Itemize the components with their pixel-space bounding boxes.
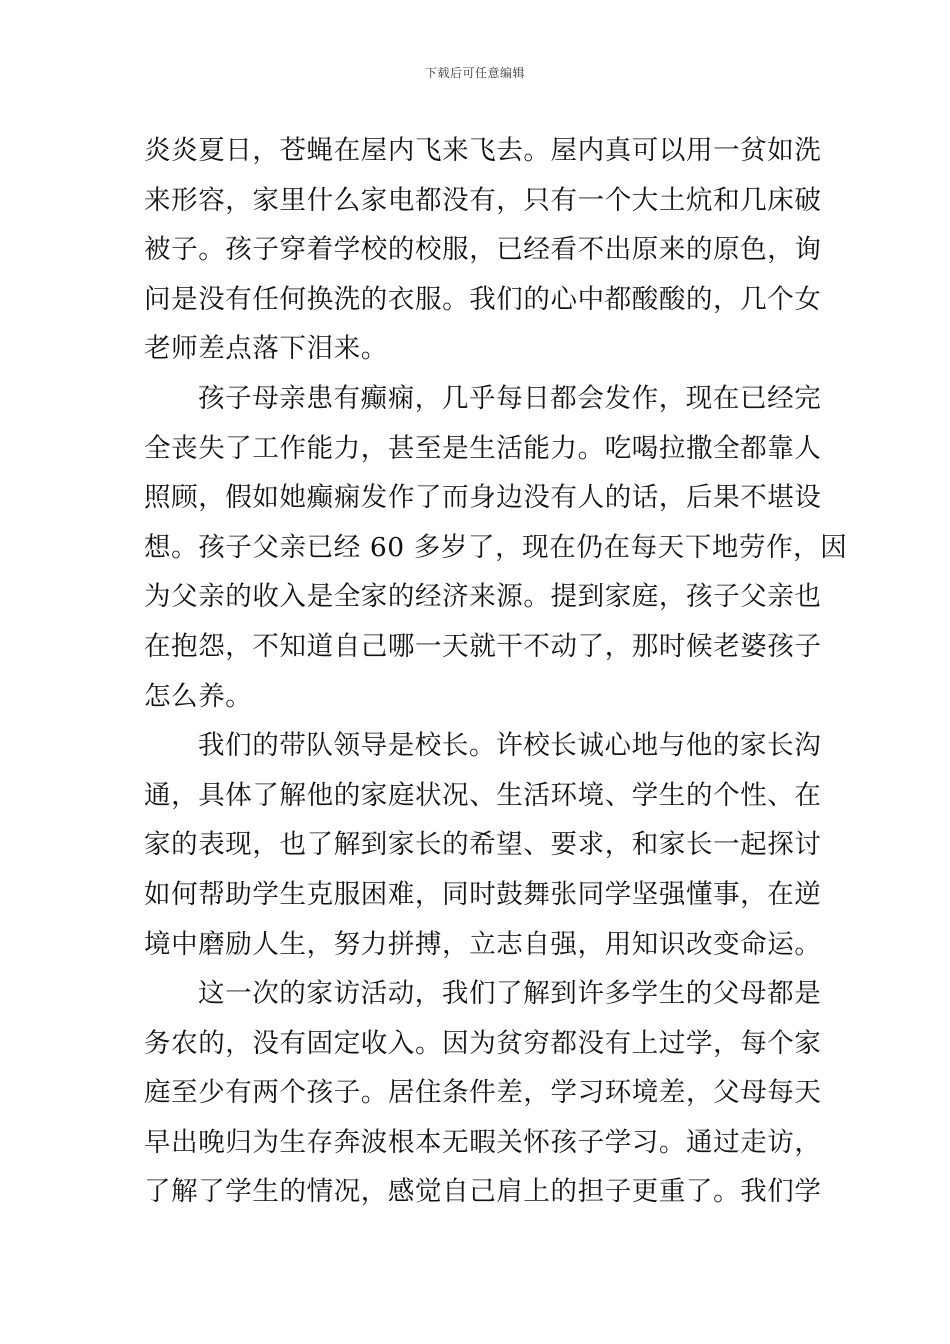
- text-line: 这一次的家访活动，我们了解到许多学生的父母都是: [198, 978, 822, 1010]
- text-line: 务农的，没有固定收入。因为贫穷都没有上过学，每个家: [144, 1027, 822, 1059]
- text-line: 早出晚归为生存奔波根本无暇关怀孩子学习。通过走访，: [144, 1126, 822, 1158]
- text-line: 老师差点落下泪来。: [144, 333, 388, 365]
- text-line: 如何帮助学生克服困难，同时鼓舞张同学坚强懂事，在逆: [144, 878, 822, 910]
- paragraph-2: [144, 374, 848, 721]
- text-line: 孩子母亲患有癫痫，几乎每日都会发作，现在已经完: [198, 382, 822, 414]
- text-line: 为父亲的收入是全家的经济来源。提到家庭，孩子父亲也: [144, 581, 822, 613]
- text-line: 境中磨励人生，努力拼搏，立志自强，用知识改变命运。: [144, 928, 822, 960]
- text-line: 全丧失了工作能力，甚至是生活能力。吃喝拉撒全都靠人: [144, 432, 822, 464]
- text-line: 被子。孩子穿着学校的校服，已经看不出原来的原色，询: [144, 234, 822, 266]
- text-line: 怎么养。: [144, 680, 253, 712]
- paragraph-3: [144, 721, 822, 969]
- document-body: [144, 126, 848, 1217]
- text-line: 在抱怨，不知道自己哪一天就干不动了，那时候老婆孩子: [144, 630, 822, 662]
- text-line: 了解了学生的情况，感觉自己肩上的担子更重了。我们学: [144, 1176, 822, 1208]
- paragraph-1: [144, 126, 822, 374]
- header-note: 下载后可任意编辑: [424, 66, 525, 80]
- text-line: 想。孩子父亲已经 60 多岁了，现在仍在每天下地劳作，因: [144, 531, 848, 563]
- text-line: 我们的带队领导是校长。许校长诚心地与他的家长沟: [198, 730, 822, 762]
- text-line: 照顾，假如她癫痫发作了而身边没有人的话，后果不堪设: [144, 482, 822, 514]
- text-line: 家的表现，也了解到家长的希望、要求，和家长一起探讨: [144, 829, 822, 861]
- text-line: 来形容，家里什么家电都没有，只有一个大土炕和几床破: [144, 184, 822, 216]
- paragraph-4: [144, 969, 822, 1217]
- text-line: 庭至少有两个孩子。居住条件差，学习环境差，父母每天: [144, 1077, 822, 1109]
- text-line: 炎炎夏日，苍蝇在屋内飞来飞去。屋内真可以用一贫如洗: [144, 135, 822, 166]
- text-line: 通，具体了解他的家庭状况、生活环境、学生的个性、在: [144, 779, 822, 811]
- text-line: 问是没有任何换洗的衣服。我们的心中都酸酸的，几个女: [144, 283, 822, 315]
